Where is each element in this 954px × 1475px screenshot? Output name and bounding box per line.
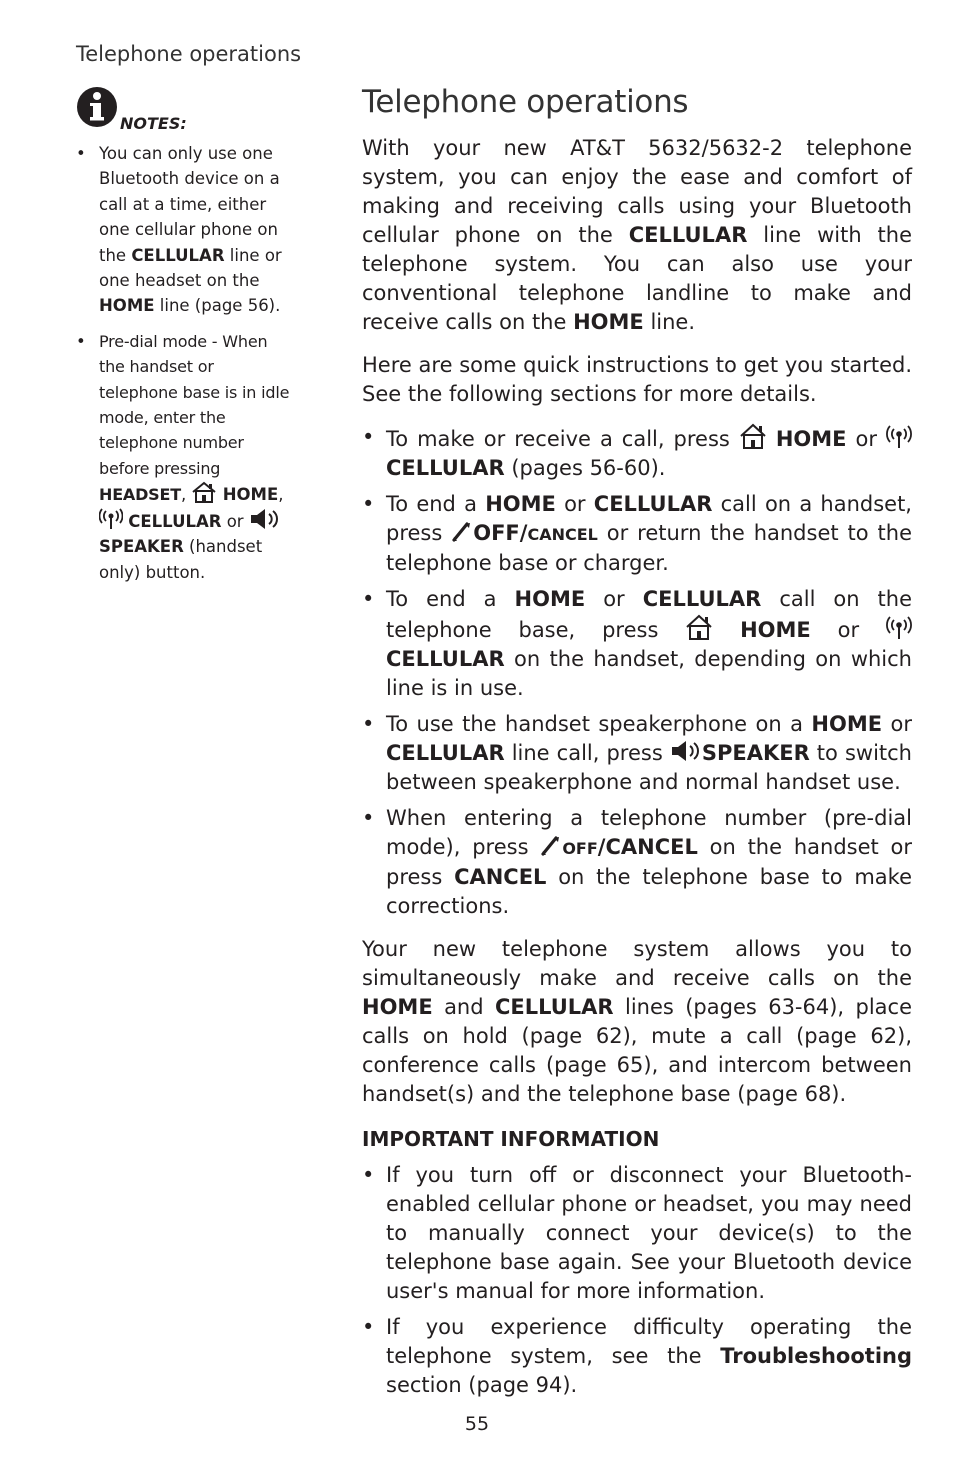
keyword: Troubleshooting [720, 1344, 912, 1368]
body-text: to switch between speakerphone and normal handset use. [386, 741, 912, 794]
keyword: HOME [740, 618, 811, 642]
body-text: To use the handset speakerphone on a [386, 712, 812, 736]
note-keyword: SPEAKER [99, 537, 184, 557]
keyword: HOME [514, 587, 586, 611]
speaker-icon [670, 739, 702, 763]
keyword: HOME [775, 427, 847, 451]
note-item [76, 329, 296, 585]
keyword: CELLULAR [642, 587, 762, 611]
body-text: Your new telephone system allows you to simultaneously make and receive calls on the [362, 937, 912, 990]
note-text: (handset only) button. [99, 537, 263, 582]
body-text: on the telephone base to make corrections. [386, 865, 912, 918]
bullet-dot: • [362, 587, 375, 611]
body-text: or [846, 427, 886, 451]
home-icon [739, 423, 767, 449]
body-text: section (page 94). [386, 1373, 578, 1397]
note-keyword: HOME [99, 296, 155, 316]
keyword: CELLULAR [386, 647, 505, 671]
keyword-small-caps: OFF [562, 839, 598, 858]
cellular-icon [99, 508, 123, 530]
body-text: lines (pages 63-64), place calls on hold (page 62), mute a call (page 62), conference calls (page 65), and intercom between handset(s) and the telephone base (page 68). [362, 995, 912, 1106]
body-text: call on a handset, press [386, 492, 912, 545]
body-text: To end a [386, 587, 515, 611]
home-icon [191, 481, 217, 503]
off-cancel-phone-icon [540, 835, 562, 857]
info-icon [76, 86, 118, 128]
page-number: 55 [464, 1413, 490, 1435]
body-text: line call, press [504, 741, 670, 765]
page-title: Telephone operations [362, 84, 689, 120]
bullet-dot: • [362, 1163, 375, 1187]
intro-paragraph [362, 134, 912, 337]
list-item [362, 1161, 912, 1306]
keyword: SPEAKER [701, 741, 810, 765]
speaker-icon [249, 508, 281, 530]
bullet-dot: • [362, 492, 375, 516]
notes-header [76, 86, 296, 136]
bullet-dot: • [362, 425, 375, 449]
important-heading: IMPORTANT INFORMATION [362, 1127, 660, 1151]
note-text: You can only use one Bluetooth device on a call at a time, either one cellular phone on the [99, 144, 280, 265]
off-cancel-phone-icon [451, 521, 473, 543]
important-list [362, 1161, 912, 1400]
home-icon [685, 614, 713, 640]
note-keyword: CELLULAR [128, 511, 222, 531]
notes-title: NOTES: [120, 114, 187, 133]
note-text: , [180, 485, 192, 505]
instruction-list [362, 423, 912, 921]
cellular-icon [886, 616, 912, 640]
note-item [76, 141, 296, 319]
keyword: HOME [485, 492, 556, 516]
bullet-dot: • [76, 331, 86, 351]
body-text: and [432, 995, 495, 1019]
keyword: CELLULAR [494, 995, 614, 1019]
main-content [362, 84, 912, 1400]
body-text: (pages 56-60). [504, 456, 666, 480]
body-text: or [585, 587, 643, 611]
list-item [362, 423, 912, 483]
body-text: or [882, 712, 912, 736]
bullet-dot: • [76, 144, 86, 163]
bullet-dot: • [362, 712, 375, 736]
list-item [362, 490, 912, 578]
note-keyword: CELLULAR [131, 245, 225, 265]
list-item [362, 710, 912, 797]
note-keyword: HOME [222, 485, 279, 505]
keyword: HOME [573, 310, 644, 334]
body-text: on the handset, depending on which line is in use. [386, 647, 912, 700]
keyword: CELLULAR [593, 492, 713, 516]
note-text: line or one headset on the [99, 245, 282, 291]
body-text: To make or receive a call, press [386, 427, 739, 451]
list-item [362, 804, 912, 921]
keyword: CELLULAR [386, 456, 505, 480]
features-paragraph [362, 935, 912, 1109]
note-keyword: HEADSET [99, 485, 181, 505]
list-item [362, 1313, 912, 1400]
keyword: HOME [811, 712, 883, 736]
note-text: or [221, 511, 249, 531]
body-text: With your new AT&T 5632/5632-2 telephone system, you can enjoy the ease and comfort of making and receiving calls using your Bluetooth cellular phone on the [362, 136, 912, 247]
keyword-small-caps: CANCEL [527, 525, 598, 544]
note-text: line (page 56). [154, 296, 281, 316]
list-item [362, 585, 912, 703]
keyword: CELLULAR [628, 223, 748, 247]
keyword: CELLULAR [386, 741, 505, 765]
note-text: , [278, 485, 284, 505]
body-text: or return the handset to the telephone base or charger. [386, 521, 912, 575]
body-text: or [810, 618, 886, 642]
keyword: /CANCEL [597, 835, 698, 859]
keyword: CANCEL [454, 865, 547, 889]
body-text: To end a [386, 492, 486, 516]
body-text: line. [643, 310, 696, 334]
body-text: If you turn off or disconnect your Bluetooth-enabled cellular phone or headset, you may need to manually connect your device(s) to the telephone base again. See your Bluetooth device user's manual for more information. [386, 1163, 912, 1303]
note-text: Pre-dial mode - When the handset or telephone base is in idle mode, enter the telephone number before pressing [99, 331, 290, 478]
notes-sidebar [76, 86, 296, 585]
body-text: If you experience difficulty operating the telephone system, see the [386, 1315, 912, 1368]
bullet-dot: • [362, 806, 375, 830]
cellular-icon [886, 425, 912, 449]
body-text: line with the telephone system. You can also use your conventional telephone landline to make and receive calls on the [362, 223, 912, 334]
bullet-dot: • [362, 1315, 375, 1339]
body-text: or [555, 492, 594, 516]
keyword: OFF/ [473, 521, 528, 545]
body-text: When entering a telephone number (pre-dial mode), press [386, 806, 912, 859]
body-text: on the handset or press [386, 835, 913, 889]
running-head: Telephone operations [76, 42, 302, 66]
keyword: HOME [362, 995, 433, 1019]
body-text: call on the telephone base, press [386, 587, 913, 642]
quick-instructions-paragraph: Here are some quick instructions to get you started. See the following sections for more details. [362, 353, 912, 406]
